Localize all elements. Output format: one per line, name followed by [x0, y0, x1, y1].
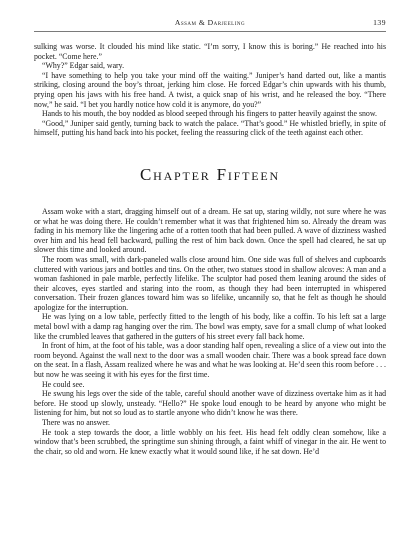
- paragraph: Assam woke with a start, dragging himself out of a dream. He sat up, staring wildly, not sure where he was or what he was doing there. He couldn’t remember what it was that frightened him so. Already the dream was fading in his memory like the lingering ache of a rotten tooth that had been pulled. A wave of dizziness washed over him and his head fell backward, pulling the rest of him back down. Once the spell had cleared, he sat up slower this time and looked around.: [34, 206, 386, 255]
- page-number: 139: [373, 18, 386, 27]
- running-title: Assam & Darjeeling: [174, 18, 246, 27]
- paragraph: He swung his legs over the side of the table, careful should another wave of dizziness overtake him as it had before. He stood up slowly, unsteady. “Hello?” He spoke loud enough to be heard by anyone who might be listening for him, but not so loud as to startle anyone who didn’t know he was there.: [34, 389, 386, 418]
- paragraph: There was no answer.: [42, 418, 110, 427]
- page-body: [34, 42, 386, 456]
- paragraph: “Good,” Juniper said gently, turning back to watch the palace. “That’s good.” He whistled briefly, in spite of himself, putting his hand back into his pocket, feeling the reassuring click of the teeth against each other.: [34, 118, 386, 138]
- paragraph: He took a step towards the door, a little wobbly on his feet. His head felt oddly clean somehow, like a window that’s been scrubbed, the springtime sun shining through, a faint whiff of vinegar in the air. He went to the chair, so old and worn. He knew exactly what it would sound like, if he sat down. He’d: [34, 427, 386, 456]
- paragraph: The room was small, with dark-paneled walls close around him. One side was full of shelves and cupboards cluttered with various jars and bottles and tins. On the other, two statues stood in shallow alcoves: A man and a woman fashioned in pale marble, perfectly lifelike. The sculptor had posed them leaning around the sides of their alcoves, eyes startled and staring into the room, as though they had been interrupted in whispered conversation. Their frozen glances toward him was so lifelike, uncannily so, that he felt as though he should apologize for the interruption.: [34, 254, 386, 312]
- paragraph: “I have something to help you take your mind off the waiting.” Juniper’s hand darted out, like a mantis striking, closing around the boy’s throat, jerking him close. He forced Edgar’s chin upwards with his thumb, prying open his jaws with his free hand. A twist, a quick snap of his wrist, and he released the boy. “There now,” he said. “I bet you hardly notice how cold it is anymore, do you?”: [34, 70, 386, 109]
- paragraph: He was lying on a low table, perfectly fitted to the length of his body, like a coffin. To his left sat a large metal bowl with a damp rag hanging over the rim. The bowl was empty, save for a small clump of what looked like the crumbled leaves that gathered in the gutters of his street every fall back home.: [34, 312, 386, 341]
- header-rule: [34, 31, 386, 32]
- paragraph: He could see.: [42, 379, 85, 389]
- paragraph: “Why?” Edgar said, wary.: [42, 61, 125, 71]
- paragraph: Hands to his mouth, the boy nodded as blood seeped through his fingers to patter heavily against the snow.: [42, 109, 377, 119]
- paragraph: In front of him, at the foot of his table, was a door standing half open, revealing a slice of a view out into the room beyond. Against the wall next to the door was a small wooden chair. There was a book spread face down on the seat. In a flash, Assam realized where he was and what he was looking at. He’d seen this room before . . . but now he was seeing it with his eyes for the first time.: [34, 341, 386, 380]
- paragraph: sulking was worse. It clouded his mind like static. “I’m sorry, I know this is boring.” He reached into his pocket. “Come here.”: [34, 42, 386, 61]
- running-head: [34, 17, 386, 29]
- chapter-heading: Chapter Fifteen: [139, 164, 281, 184]
